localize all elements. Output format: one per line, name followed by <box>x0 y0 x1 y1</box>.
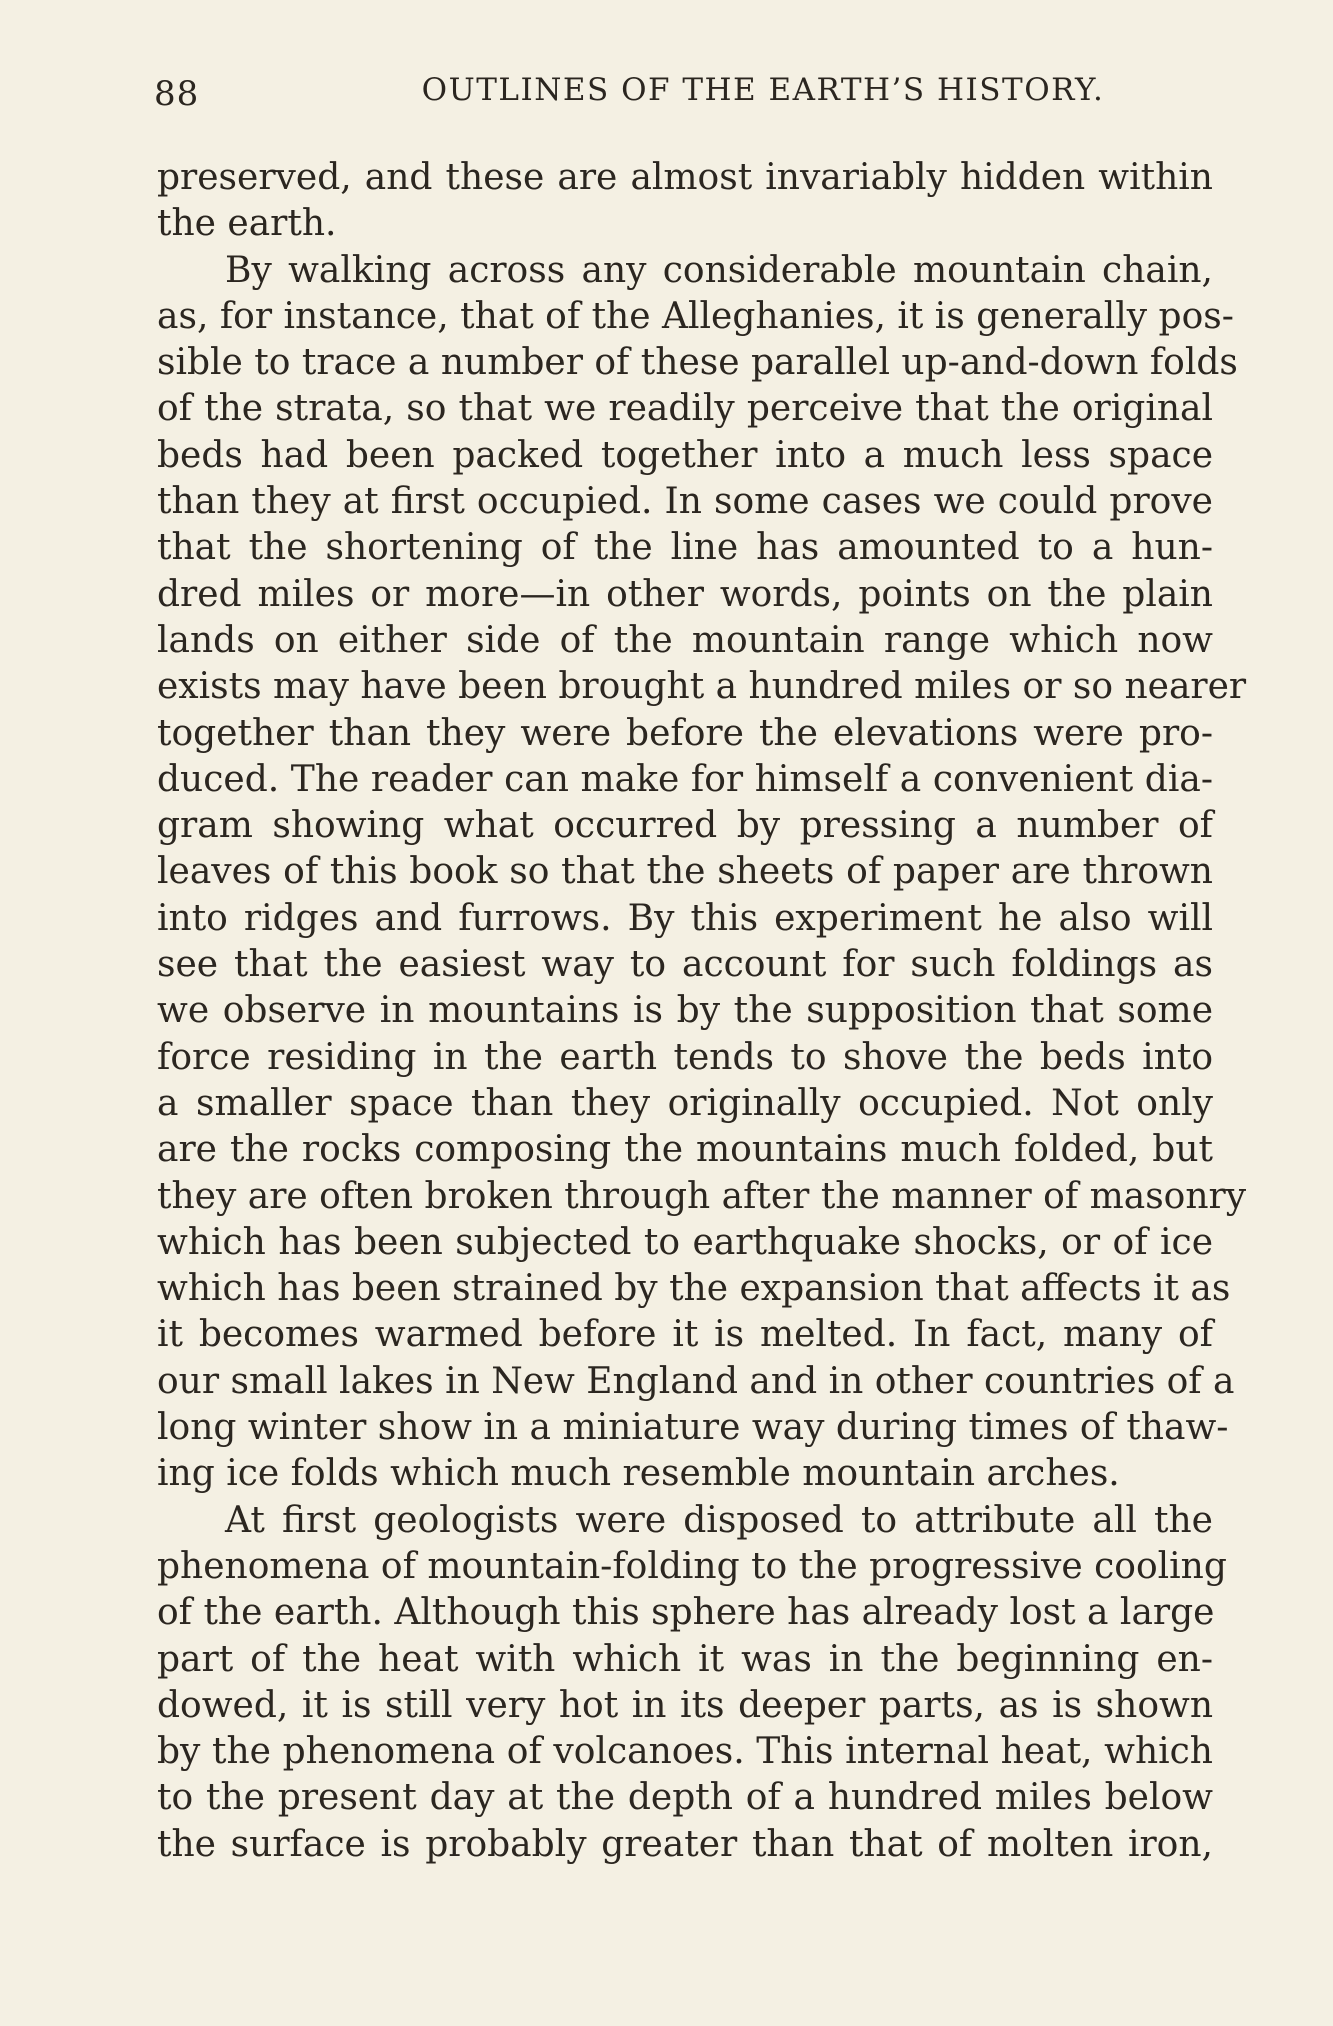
text-line: ing ice folds which much resemble mountain arches. <box>157 1453 1120 1495</box>
text-line: of the strata, so that we readily perceive that the original <box>157 388 1213 430</box>
text-line: our small lakes in New England and in other countries of a <box>157 1360 1235 1402</box>
text-line: preserved, and these are almost invariably hidden within <box>157 157 1213 198</box>
text-line: to the present day at the depth of a hundred miles below <box>157 1777 1213 1819</box>
page-number: 88 <box>154 74 200 114</box>
text-line: they are often broken through after the manner of masonry <box>157 1175 1247 1217</box>
text-line: dowed, it is still very hot in its deeper parts, as is shown <box>157 1684 1213 1726</box>
text-line: force residing in the earth tends to shove the beds into <box>157 1036 1213 1078</box>
text-line: are the rocks composing the mountains much folded, but <box>157 1129 1213 1171</box>
text-line: beds had been packed together into a much less space <box>157 434 1213 476</box>
text-line: long winter show in a miniature way during times of thaw- <box>157 1407 1229 1449</box>
running-head <box>154 66 1212 118</box>
text-line: duced. The reader can make for himself a convenient dia- <box>157 758 1213 800</box>
text-line: the earth. <box>157 203 337 245</box>
text-line: sible to trace a number of these parallel up-and-down folds <box>157 342 1238 384</box>
text-line: dred miles or more—in other words, points on the plain <box>157 573 1213 615</box>
text-line: a smaller space than they originally occupied. Not only <box>157 1082 1213 1124</box>
text-line: phenomena of mountain-folding to the progressive cooling <box>157 1545 1227 1587</box>
text-line: as, for instance, that of the Alleghanies, it is generally pos- <box>157 295 1234 337</box>
text-line: which has been strained by the expansion that affects it as <box>157 1268 1231 1310</box>
text-line: together than they were before the elevations were pro- <box>157 712 1213 754</box>
running-title: OUTLINES OF THE EARTH’S HISTORY. <box>421 72 1105 108</box>
text-line: into ridges and furrows. By this experiment he also will <box>157 897 1213 939</box>
text-line: the surface is probably greater than that of molten iron, <box>157 1823 1213 1865</box>
text-line: than they at first occupied. In some cases we could prove <box>157 481 1213 523</box>
text-line: which has been subjected to earthquake shocks, or of ice <box>157 1221 1213 1263</box>
text-line: we observe in mountains is by the supposition that some <box>157 990 1213 1032</box>
text-line: By walking across any considerable mountain chain, <box>225 249 1213 291</box>
text-line: that the shortening of the line has amounted to a hun- <box>157 527 1213 569</box>
body-text <box>157 155 1247 1868</box>
text-line: lands on either side of the mountain range which now <box>157 619 1213 661</box>
text-line: by the phenomena of volcanoes. This internal heat, which <box>157 1731 1213 1773</box>
text-line: exists may have been brought a hundred miles or so nearer <box>157 666 1247 708</box>
text-line: gram showing what occurred by pressing a number of <box>157 805 1213 847</box>
text-line: At first geologists were disposed to attribute all the <box>225 1499 1213 1541</box>
text-line: of the earth. Although this sphere has already lost a large <box>157 1592 1215 1634</box>
text-line: see that the easiest way to account for such foldings as <box>157 944 1213 986</box>
text-line: it becomes warmed before it is melted. In fact, many of <box>157 1314 1213 1356</box>
text-line: leaves of this book so that the sheets of paper are thrown <box>157 851 1213 893</box>
text-line: part of the heat with which it was in the beginning en- <box>157 1638 1213 1680</box>
